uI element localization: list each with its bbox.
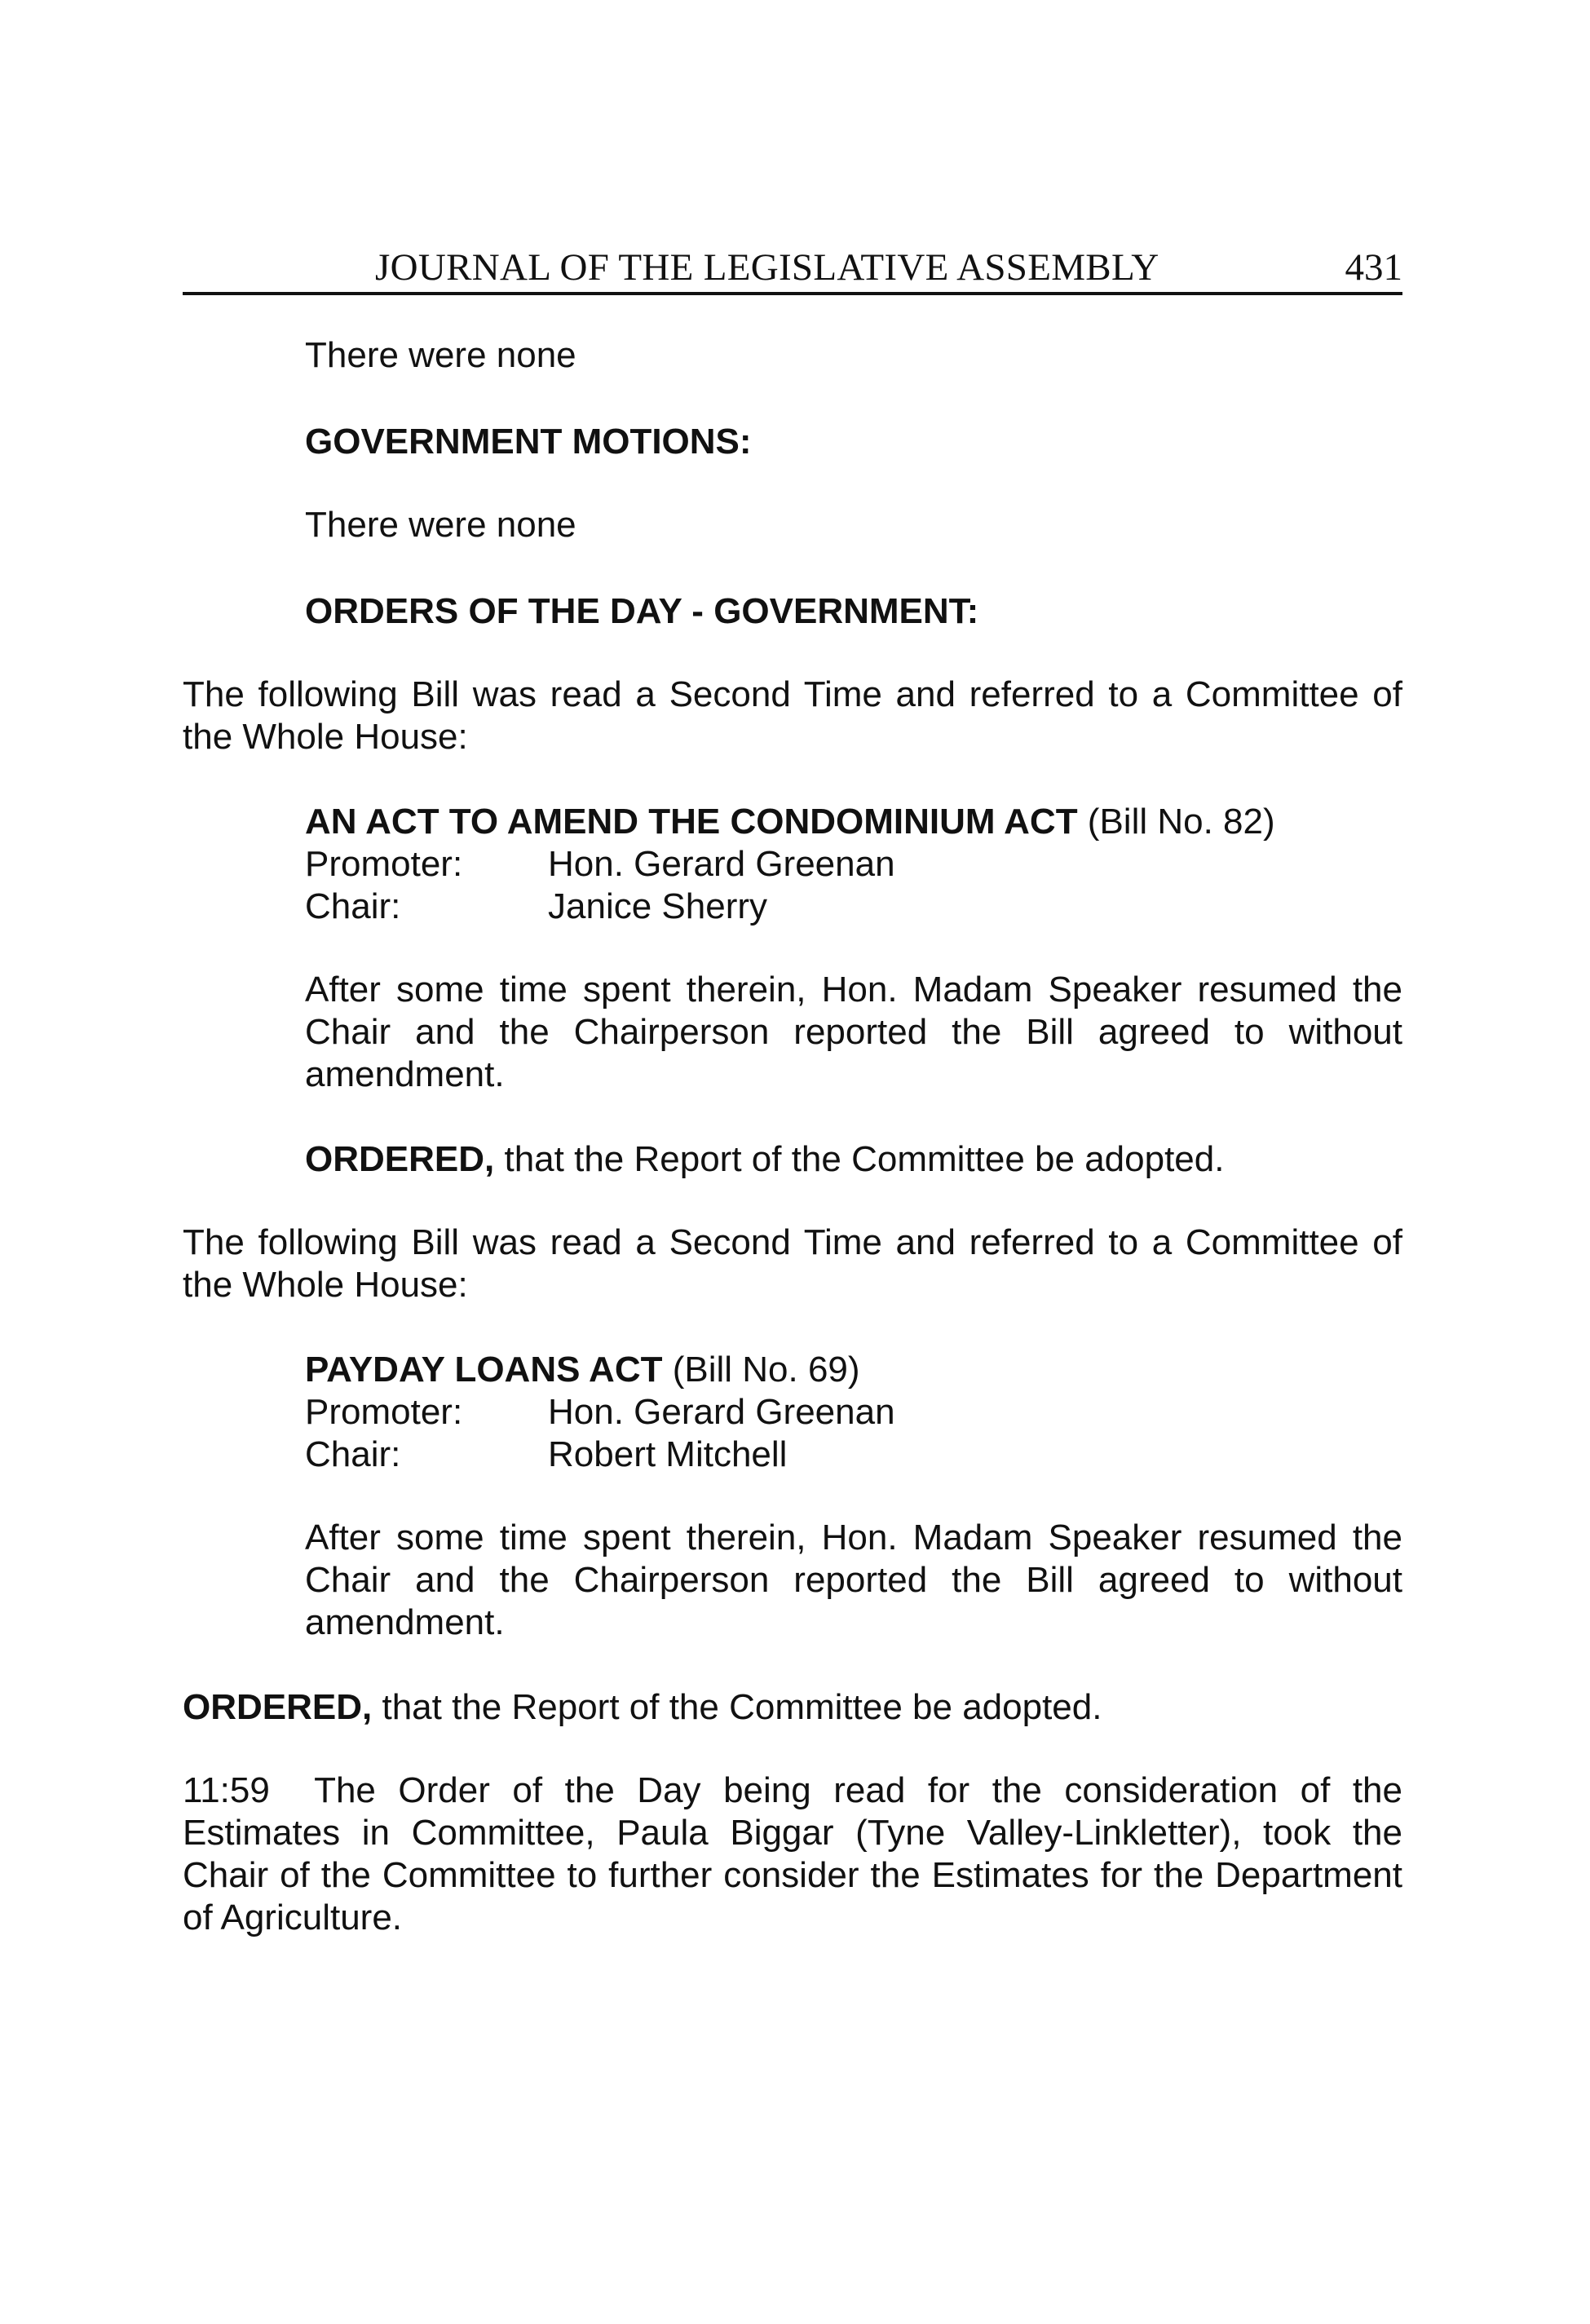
bill-2-title: PAYDAY LOANS ACT — [305, 1350, 663, 1390]
bill-1-title: AN ACT TO AMEND THE CONDOMINIUM ACT — [305, 802, 1078, 842]
none-text-1: There were none — [305, 335, 576, 375]
bill-2-ordered-label: ORDERED, — [183, 1687, 373, 1727]
bill-1-number: (Bill No. 82) — [1077, 802, 1275, 842]
none-text-2: There were none — [305, 505, 576, 545]
journal-title: JOURNAL OF THE LEGISLATIVE ASSEMBLY — [375, 246, 1159, 289]
page-header — [183, 241, 1402, 295]
referral-paragraph-1: The following Bill was read a Second Time and referred to a Committee of the Whole House: — [183, 674, 1402, 757]
government-motions-heading: GOVERNMENT MOTIONS: — [305, 422, 752, 462]
estimates-paragraph: 11:59 The Order of the Day being read for the consideration of the Estimates in Committee, Paula Biggar (Tyne Valley-Linkletter), took the Chair of the Committee to further consider the Estimates for the Department of Agriculture. — [183, 1770, 1413, 1937]
bill-2-chair-label: Chair: — [305, 1434, 401, 1474]
bill-1-chair-label: Chair: — [305, 886, 401, 926]
bill-1-result-paragraph: After some time spent therein, Hon. Madam Speaker resumed the Chair and the Chairperson reported the Bill agreed to without amendment. — [305, 970, 1402, 1094]
bill-2-heading — [305, 1349, 860, 1391]
bill-1-heading — [305, 801, 1275, 843]
page-number: 431 — [1345, 246, 1402, 289]
referral-paragraph-2: The following Bill was read a Second Time and referred to a Committee of the Whole House: — [183, 1222, 1402, 1305]
bill-2-chair: Robert Mitchell — [548, 1434, 788, 1474]
bill-1-chair: Janice Sherry — [548, 886, 768, 926]
bill-2-ordered — [183, 1686, 1102, 1729]
bill-1-ordered — [305, 1138, 1224, 1181]
orders-of-the-day-heading: ORDERS OF THE DAY - GOVERNMENT: — [305, 591, 979, 631]
bill-1-ordered-text: that the Report of the Committee be adopted. — [494, 1139, 1225, 1179]
bill-2-ordered-text: that the Report of the Committee be adopted. — [372, 1687, 1102, 1727]
bill-2-number: (Bill No. 69) — [662, 1350, 860, 1390]
bill-1-promoter: Hon. Gerard Greenan — [548, 844, 895, 884]
bill-1-promoter-label: Promoter: — [305, 844, 463, 884]
bill-2-result-paragraph: After some time spent therein, Hon. Madam Speaker resumed the Chair and the Chairperson reported the Bill agreed to without amendment. — [305, 1518, 1402, 1642]
bill-2-promoter: Hon. Gerard Greenan — [548, 1392, 895, 1432]
bill-2-promoter-label: Promoter: — [305, 1392, 463, 1432]
bill-1-ordered-label: ORDERED, — [305, 1139, 495, 1179]
